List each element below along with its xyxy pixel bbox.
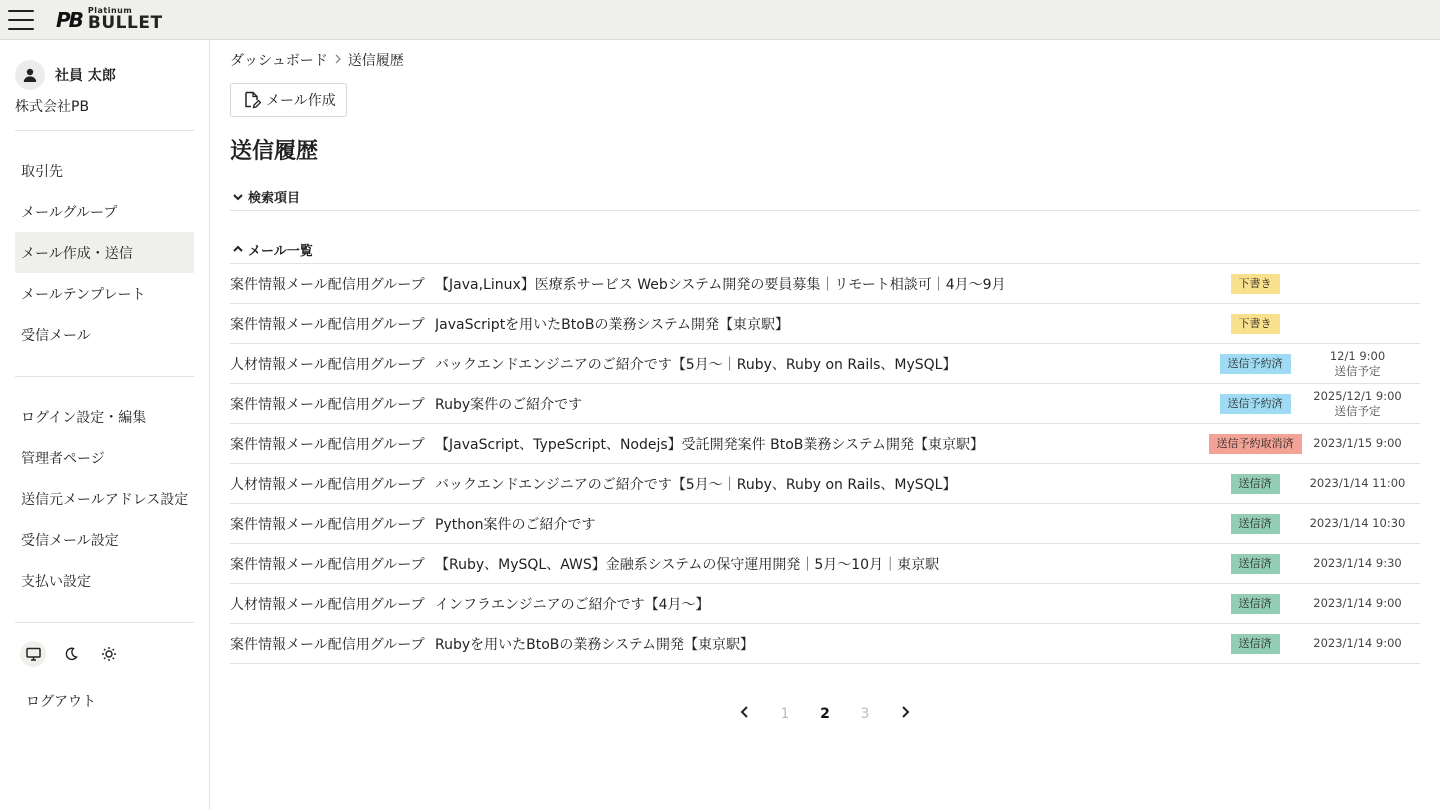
sun-icon[interactable] (96, 641, 122, 667)
mail-subject: バックエンドエンジニアのご紹介です【5月〜｜Ruby、Ruby on Rails、MySQL】 (435, 356, 957, 373)
mail-date (1305, 556, 1410, 571)
sidebar-item-mail-groups[interactable]: メールグループ (21, 204, 118, 221)
mail-group: 案件情報メール配信用グループ (230, 436, 425, 453)
mail-subject: Ruby案件のご紹介です (435, 396, 583, 413)
mail-row[interactable] (230, 304, 1420, 344)
mail-group: 案件情報メール配信用グループ (230, 276, 425, 293)
app-logo[interactable] (56, 7, 163, 32)
chevron-up-icon (232, 243, 244, 255)
mail-subject: 【Java,Linux】医療系サービス Webシステム開発の要員募集｜リモート相談可｜4月〜9月 (435, 276, 1006, 293)
status-badge: 送信済 (1231, 554, 1280, 574)
compose-icon (243, 91, 261, 109)
logo-big-text: BULLET (87, 13, 163, 33)
sidebar-main-nav (0, 150, 209, 355)
mail-date (1305, 516, 1410, 531)
sidebar (0, 40, 210, 810)
main-content (230, 40, 1420, 722)
logout-link[interactable]: ログアウト (26, 694, 96, 710)
mail-row[interactable] (230, 584, 1420, 624)
sidebar-settings-nav (0, 396, 209, 601)
mail-row[interactable] (230, 504, 1420, 544)
logo-small-text: Platinum (87, 6, 133, 15)
status-badge: 下書き (1231, 314, 1280, 334)
logo-mark: PB (56, 7, 82, 32)
page-title: 送信履歴 (230, 139, 319, 164)
mail-date-value: 2025/12/1 9:00 (1313, 388, 1402, 403)
mail-group: 案件情報メール配信用グループ (230, 636, 425, 653)
mail-group: 案件情報メール配信用グループ (230, 316, 425, 333)
mail-group: 案件情報メール配信用グループ (230, 556, 425, 573)
sidebar-item-login-settings[interactable]: ログイン設定・編集 (21, 409, 147, 426)
mail-subject: バックエンドエンジニアのご紹介です【5月〜｜Ruby、Ruby on Rails、MySQL】 (435, 476, 957, 493)
mail-date-value: 2023/1/14 9:00 (1313, 636, 1402, 650)
mail-row[interactable] (230, 384, 1420, 424)
mail-date (1305, 596, 1410, 611)
moon-icon[interactable] (58, 641, 84, 667)
mail-group: 人材情報メール配信用グループ (230, 476, 425, 493)
chevron-right-icon (334, 52, 342, 68)
mail-row[interactable] (230, 424, 1420, 464)
sidebar-item-inbox-settings[interactable]: 受信メール設定 (21, 532, 119, 549)
divider (15, 376, 194, 377)
page-link[interactable]: 3 (860, 706, 870, 722)
theme-switcher (0, 623, 209, 667)
page-link-current[interactable]: 2 (820, 706, 830, 722)
mail-group: 案件情報メール配信用グループ (230, 516, 425, 533)
mail-group: 人材情報メール配信用グループ (230, 596, 425, 613)
status-badge: 送信予約済 (1220, 394, 1291, 414)
status-badge: 送信済 (1231, 634, 1280, 654)
mail-date-value: 2023/1/14 9:00 (1313, 596, 1402, 610)
sidebar-item-compose-send[interactable]: メール作成・送信 (15, 232, 194, 273)
prev-page-icon[interactable] (725, 706, 765, 722)
pagination (230, 706, 1420, 722)
sidebar-item-inbox[interactable]: 受信メール (21, 327, 91, 344)
mail-row[interactable] (230, 344, 1420, 384)
mail-list-section-toggle[interactable] (230, 235, 1420, 263)
compose-mail-label: メール作成 (266, 93, 336, 109)
mail-date-value: 2023/1/14 11:00 (1309, 476, 1406, 490)
sidebar-item-mail-templates[interactable]: メールテンプレート (21, 286, 146, 303)
mail-date-value: 12/1 9:00 (1329, 348, 1386, 363)
mail-date (1305, 389, 1410, 419)
page-link[interactable]: 1 (780, 706, 790, 722)
search-section-title: 検索項目 (248, 191, 301, 206)
sidebar-item-clients[interactable]: 取引先 (21, 163, 63, 180)
next-page-icon[interactable] (885, 706, 925, 722)
mail-subject: 【Ruby、MySQL、AWS】金融系システムの保守運用開発｜5月〜10月｜東京駅 (435, 556, 940, 573)
sidebar-item-admin-page[interactable]: 管理者ページ (21, 450, 105, 467)
mail-list-section-title: メール一覧 (248, 243, 313, 259)
mail-subject: 【JavaScript、TypeScript、Nodejs】受託開発案件 BtoB業務システム開発【東京駅】 (435, 436, 984, 453)
top-bar (0, 0, 1440, 40)
mail-row[interactable] (230, 624, 1420, 664)
compose-mail-button[interactable] (230, 83, 347, 117)
mail-group: 案件情報メール配信用グループ (230, 396, 425, 413)
mail-subject: JavaScriptを用いたBtoBの業務システム開発【東京駅】 (435, 316, 790, 333)
breadcrumb-current: 送信履歴 (347, 53, 404, 69)
mail-date-value: 2023/1/14 10:30 (1309, 516, 1406, 530)
status-badge: 送信済 (1231, 594, 1280, 614)
status-badge: 送信予約取消済 (1209, 434, 1302, 454)
breadcrumb-home[interactable]: ダッシュボード (230, 53, 328, 69)
status-badge: 送信済 (1231, 514, 1280, 534)
company-name: 株式会社PB (15, 99, 90, 115)
mail-subject: インフラエンジニアのご紹介です【4月〜】 (435, 596, 710, 613)
status-badge: 送信済 (1231, 474, 1280, 494)
chevron-down-icon (232, 191, 244, 203)
mail-date (1305, 476, 1410, 491)
sidebar-item-sender-address[interactable]: 送信元メールアドレス設定 (21, 491, 189, 508)
divider (15, 130, 194, 131)
mail-date (1305, 636, 1410, 651)
mail-date-value: 2023/1/15 9:00 (1313, 436, 1402, 450)
mail-subject: Rubyを用いたBtoBの業務システム開発【東京駅】 (435, 636, 755, 653)
status-badge: 送信予約済 (1220, 354, 1291, 374)
mail-date-value: 2023/1/14 9:30 (1313, 556, 1402, 570)
user-name: 社員 太郎 (55, 68, 116, 84)
avatar (15, 60, 45, 90)
menu-icon[interactable] (8, 10, 34, 30)
mail-row[interactable] (230, 464, 1420, 504)
user-panel (0, 40, 209, 116)
sidebar-item-payment-settings[interactable]: 支払い設定 (21, 573, 91, 590)
search-section-toggle[interactable] (230, 183, 1420, 211)
mail-list (230, 263, 1420, 664)
user-icon (22, 67, 38, 83)
mail-group: 人材情報メール配信用グループ (230, 356, 425, 373)
status-badge: 下書き (1231, 274, 1280, 294)
monitor-icon[interactable] (20, 641, 46, 667)
mail-row[interactable] (230, 544, 1420, 584)
mail-date (1305, 436, 1410, 451)
mail-date-note: 送信予定 (1334, 403, 1381, 418)
mail-subject: Python案件のご紹介です (435, 516, 596, 533)
mail-date-note: 送信予定 (1334, 363, 1381, 378)
mail-row[interactable] (230, 264, 1420, 304)
mail-date (1305, 349, 1410, 379)
breadcrumb (230, 51, 1420, 69)
